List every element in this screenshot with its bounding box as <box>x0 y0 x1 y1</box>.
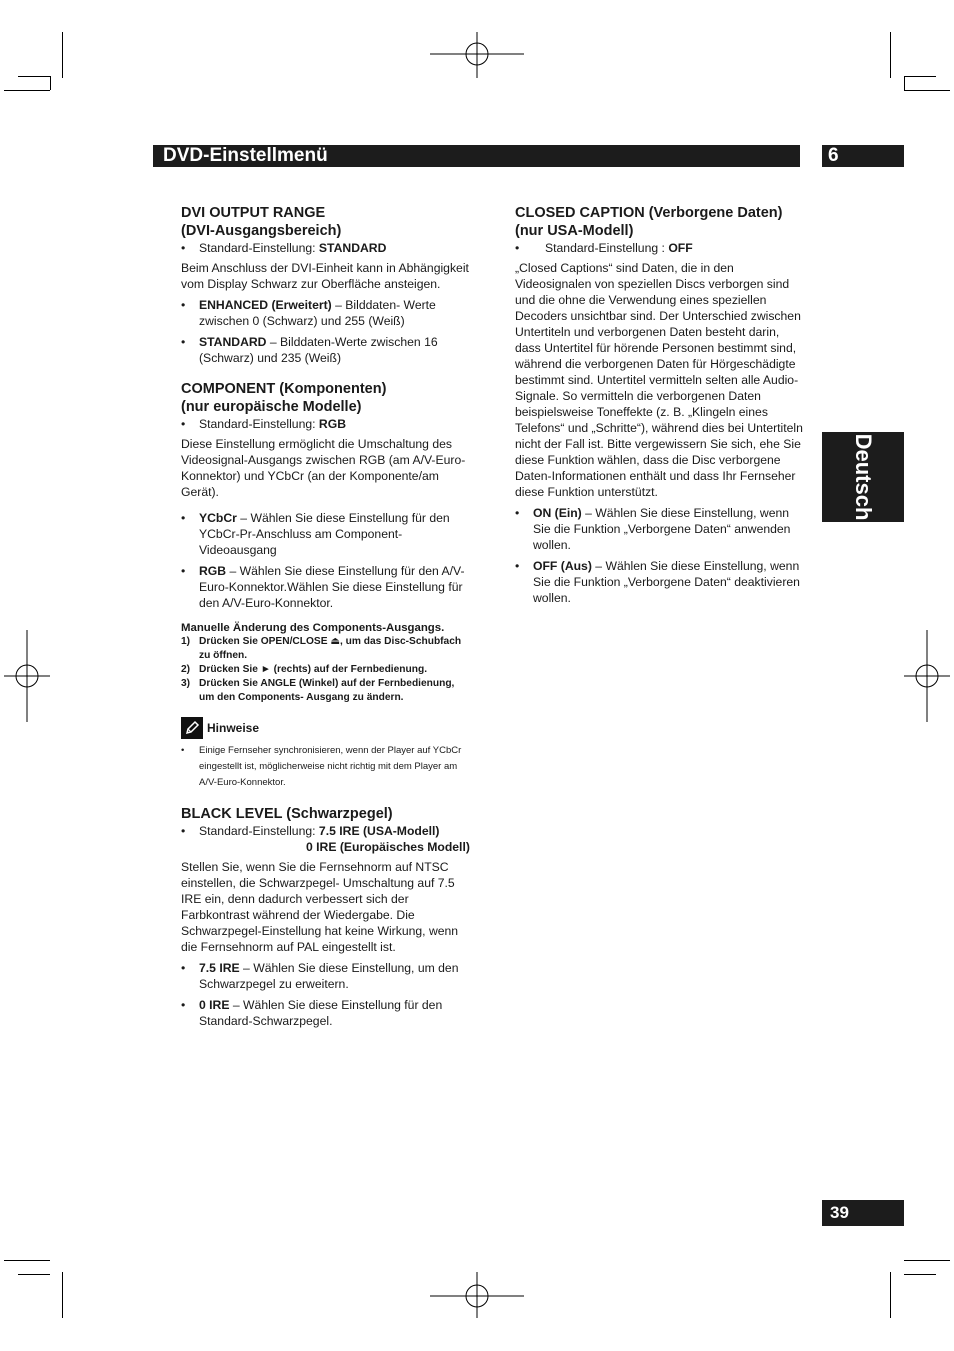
language-tab <box>822 432 904 522</box>
manual-change-title: Manuelle Änderung des Components-Ausgangs. <box>181 622 445 634</box>
crop-mark <box>904 1274 936 1275</box>
page-header <box>153 145 800 167</box>
default-setting-alt: 0 IRE (Europäisches Modell) <box>306 840 470 854</box>
default-setting: • Standard-Einstellung: RGB <box>181 416 471 432</box>
list-item: • 0 IRE – Wählen Sie diese Einstellung für den Standard-Schwarzpegel. <box>181 997 471 1029</box>
component-section <box>181 380 471 791</box>
default-setting: • Standard-Einstellung: STANDARD <box>181 240 471 256</box>
dvi-output-range-section <box>181 204 471 366</box>
crop-mark <box>4 1260 50 1261</box>
crop-mark <box>18 76 50 77</box>
section-body: Diese Einstellung ermöglicht die Umschaltung des Videosignal-Ausgangs zwischen RGB (am A/V-Euro-Konnektor) und YCbCr (an der Komponente/am Gerät). <box>181 437 466 499</box>
section-title: CLOSED CAPTION (Verborgene Daten) (nur USA-Modell) <box>515 205 783 239</box>
registration-mark-bottom <box>430 1272 524 1318</box>
registration-mark-left <box>4 630 50 722</box>
option-list <box>181 297 471 366</box>
list-item: • OFF (Aus) – Wählen Sie diese Einstellung, wenn Sie die Funktion „Verborgene Daten“ deaktivieren wollen. <box>515 558 805 606</box>
option-list <box>515 505 805 606</box>
section-body: „Closed Captions“ sind Daten, die in den Videosignalen von speziellen Discs verborgen sind und die ohne die Verwendung eines speziellen Decoders unsichtbar sind. Der Unterschied zwischen Untertiteln und verborgenen Daten besteht darin, dass Untertitel für hörende Personen bestimmt sind, während die verborgenen Daten für Hörgeschädigte bestimmt sind. Untertitel vermitteln selten alle Audio- Signale. So vermitteln die verborgenen Daten beispielsweise Toneffekte (z. B. „Klingeln eines Telefons“ und „Schritte“), während dies bei Untertiteln nicht der Fall ist. Bitte vergewissern Sie sich, ehe Sie diese Funktion wählen, dass die Disc verborgene Daten-Informationen enthält und dass Ihr Fernseher diese Funktion unterstützt. <box>515 261 803 499</box>
list-item: • ENHANCED (Erweitert) – Bilddaten- Werte zwischen 0 (Schwarz) und 255 (Weiß) <box>181 297 471 329</box>
list-item: • RGB – Wählen Sie diese Einstellung für den A/V-Euro-Konnektor.Wählen Sie diese Einstellung für den A/V-Euro-Konnektor. <box>181 563 471 611</box>
list-item: • STANDARD – Bilddaten-Werte zwischen 16 (Schwarz) und 235 (Weiß) <box>181 334 471 366</box>
list-item: • 7.5 IRE – Wählen Sie diese Einstellung, um den Schwarzpegel zu erweitern. <box>181 960 471 992</box>
crop-mark <box>890 32 891 78</box>
black-level-section <box>181 805 471 1029</box>
crop-mark <box>62 32 63 78</box>
step-item: 1) Drücken Sie OPEN/CLOSE ⏏, um das Disc-Schubfach zu öffnen. <box>181 636 462 661</box>
section-title: BLACK LEVEL (Schwarzpegel) <box>181 806 393 822</box>
left-column <box>181 204 471 1029</box>
crop-mark <box>4 90 50 91</box>
crop-mark <box>18 1274 50 1275</box>
closed-caption-section <box>515 204 805 606</box>
crop-mark <box>62 1272 63 1318</box>
option-list <box>181 960 471 1029</box>
registration-mark-top <box>430 32 524 78</box>
step-list <box>181 635 471 705</box>
section-body: Stellen Sie, wenn Sie die Fernsehnorm auf NTSC einstellen, die Schwarzpegel- Umschaltung auf 7.5 IRE ein, denn dadurch verbessert sich der Farbkontrast während der Wiedergabe. Die Schwarzpegel-Einstellung hat keine Wirkung, wenn die Fernsehnorm auf PAL eingestellt ist. <box>181 860 459 954</box>
page-number <box>822 1200 904 1226</box>
section-body: Beim Anschluss der DVI-Einheit kann in Abhängigkeit vom Display Schwarz zur Oberfläche ansteigen. <box>181 261 469 291</box>
registration-mark-right <box>904 630 950 722</box>
chapter-number <box>822 145 904 167</box>
crop-mark <box>890 1272 891 1318</box>
right-column <box>515 204 805 606</box>
section-title: COMPONENT (Komponenten) (nur europäische Modelle) <box>181 381 387 415</box>
crop-mark <box>904 90 950 91</box>
pencil-note-icon <box>181 717 203 739</box>
notes-header <box>181 717 471 739</box>
page-number-label: 39 <box>830 1203 849 1222</box>
default-setting: • Standard-Einstellung: 7.5 IRE (USA-Modell) <box>181 823 471 839</box>
crop-mark <box>50 76 51 90</box>
step-item: 2) Drücken Sie ► (rechts) auf der Fernbedienung. <box>181 664 428 675</box>
notes-title: Hinweise <box>207 721 260 735</box>
note-text: • Einige Fernseher synchronisieren, wenn der Player auf YCbCr eingestellt ist, möglicherweise nicht richtig mit dem Player am A/V-Euro-Konnektor. <box>181 743 471 791</box>
chapter-label: 6 <box>828 145 839 166</box>
default-setting: • Standard-Einstellung : OFF <box>515 240 805 256</box>
crop-mark <box>904 76 936 77</box>
section-title: DVI OUTPUT RANGE (DVI-Ausgangsbereich) <box>181 205 342 239</box>
crop-mark <box>904 76 905 90</box>
crop-mark <box>904 1260 950 1261</box>
list-item: • YCbCr – Wählen Sie diese Einstellung für den YCbCr-Pr-Anschluss am Component-Videoausgang <box>181 510 471 558</box>
list-item: • ON (Ein) – Wählen Sie diese Einstellung, wenn Sie die Funktion „Verborgene Daten“ anwenden wollen. <box>515 505 805 553</box>
header-title: DVD-Einstellmenü <box>163 145 328 166</box>
step-item: 3) Drücken Sie ANGLE (Winkel) auf der Fernbedienung, um den Components- Ausgang zu ändern. <box>181 678 455 703</box>
language-tab-label: Deutsch <box>851 433 876 521</box>
option-list <box>181 510 471 611</box>
